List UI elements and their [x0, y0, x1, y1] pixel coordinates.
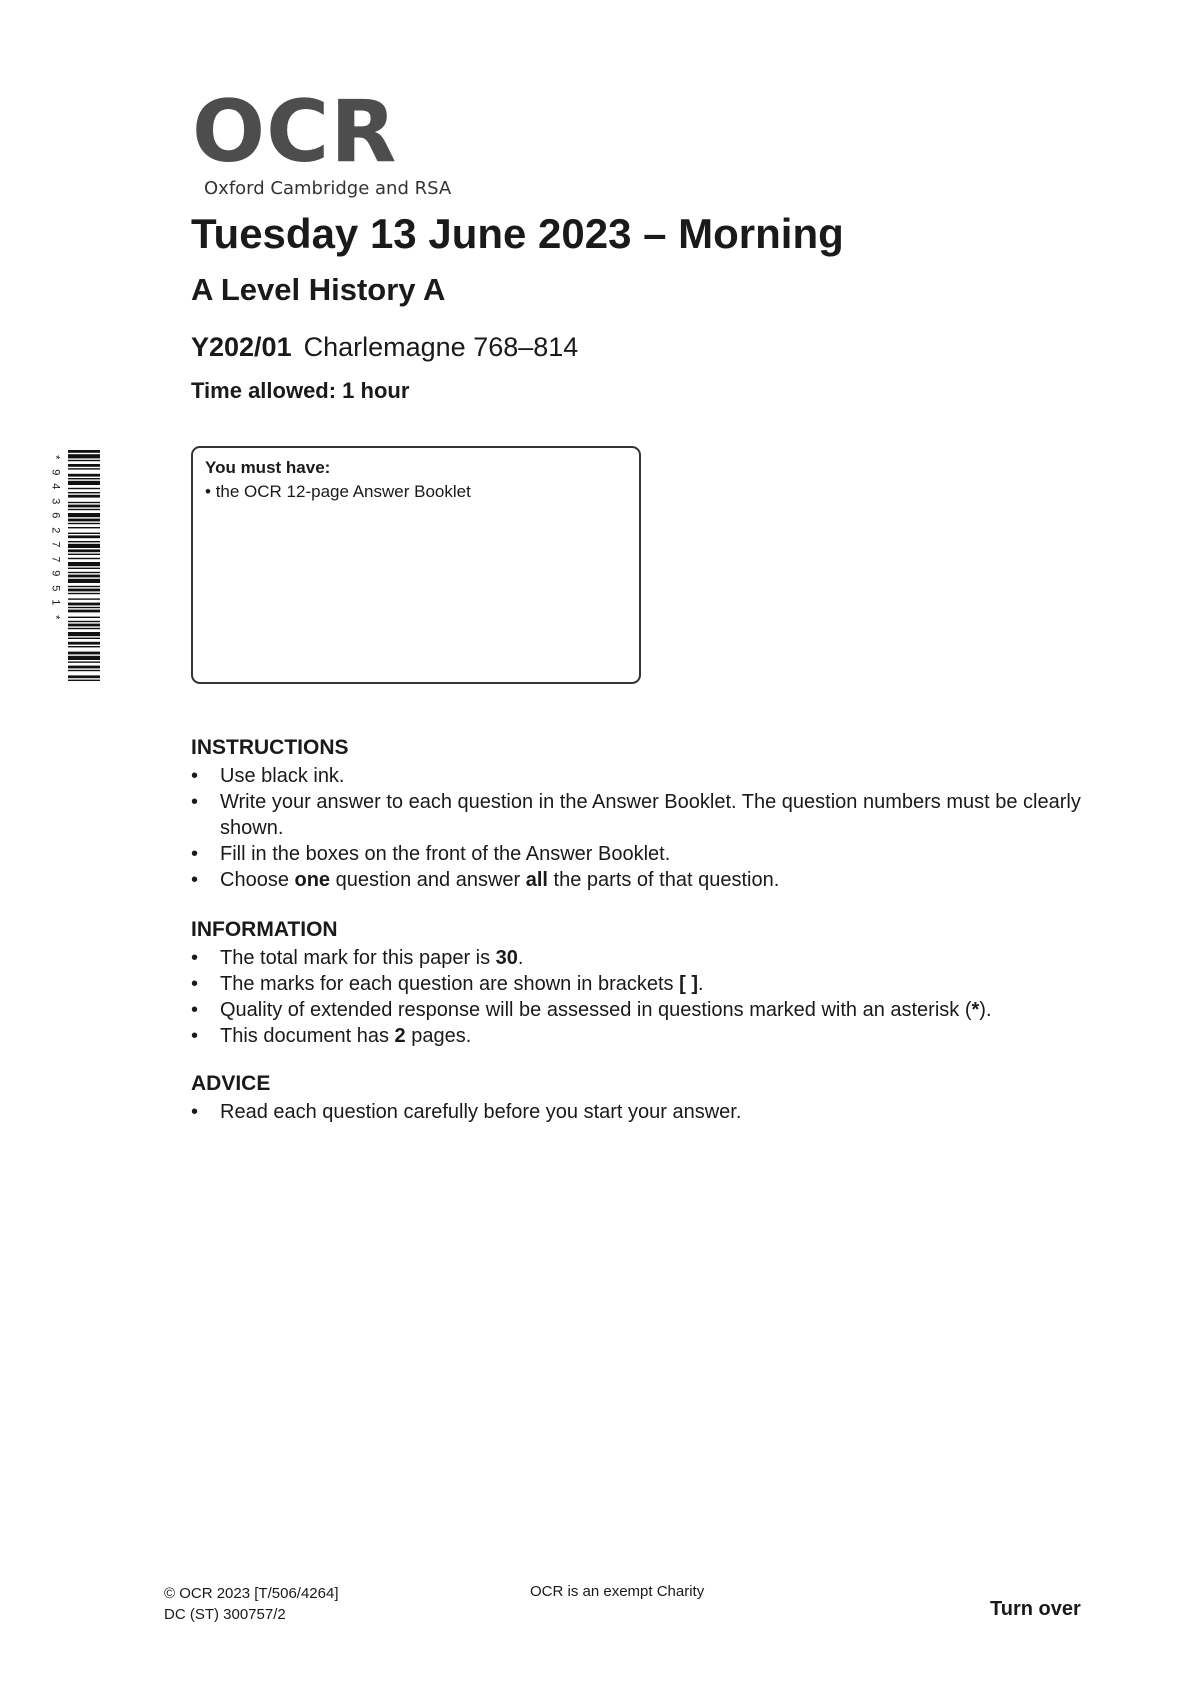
instruction-item: • Fill in the boxes on the front of the Answer Booklet.	[191, 843, 671, 865]
information-heading: INFORMATION	[191, 918, 338, 941]
information-item: • The marks for each question are shown in brackets [ ].	[191, 973, 704, 995]
exam-date: Tuesday 13 June 2023 – Morning	[191, 210, 844, 257]
footer-copyright: © OCR 2023 [T/506/4264]	[164, 1585, 339, 1602]
unit-line	[191, 332, 578, 363]
must-have-heading: You must have:	[205, 458, 331, 477]
barcode-icon	[68, 450, 100, 682]
unit-code: Y202/01	[191, 332, 292, 362]
must-have-box	[191, 446, 641, 684]
instruction-item: • Use black ink.	[191, 765, 345, 787]
unit-title: Charlemagne 768–814	[303, 332, 579, 362]
footer-left	[164, 1583, 339, 1625]
advice-heading: ADVICE	[191, 1072, 271, 1095]
must-have-item: • the OCR 12-page Answer Booklet	[205, 482, 471, 501]
time-allowed: Time allowed: 1 hour	[191, 378, 410, 403]
barcode-digits: * 9 4 3 6 2 7 7 9 5 1 *	[49, 455, 62, 619]
footer-reference: DC (ST) 300757/2	[164, 1606, 286, 1623]
footer-charity: OCR is an exempt Charity	[530, 1583, 705, 1600]
advice-item: • Read each question carefully before you start your answer.	[191, 1101, 742, 1123]
information-item: • Quality of extended response will be assessed in questions marked with an asterisk (*).	[191, 999, 992, 1021]
information-item: • This document has 2 pages.	[191, 1025, 472, 1047]
instruction-item: • Write your answer to each question in the Answer Booklet. The question numbers must be clearly shown.	[191, 791, 1081, 839]
ocr-logo	[192, 82, 452, 199]
information-item: • The total mark for this paper is 30.	[191, 947, 524, 969]
logo-tagline: Oxford Cambridge and RSA	[204, 178, 452, 199]
advice-section	[191, 1072, 1100, 1125]
instructions-heading: INSTRUCTIONS	[191, 736, 349, 759]
turn-over-label: Turn over	[990, 1598, 1081, 1620]
logo-wordmark: OCR	[192, 82, 398, 182]
instruction-item: • Choose one question and answer all the parts of that question.	[191, 869, 780, 891]
information-section	[191, 918, 1100, 1049]
instructions-section	[191, 736, 1100, 893]
qualification-title: A Level History A	[191, 272, 446, 307]
